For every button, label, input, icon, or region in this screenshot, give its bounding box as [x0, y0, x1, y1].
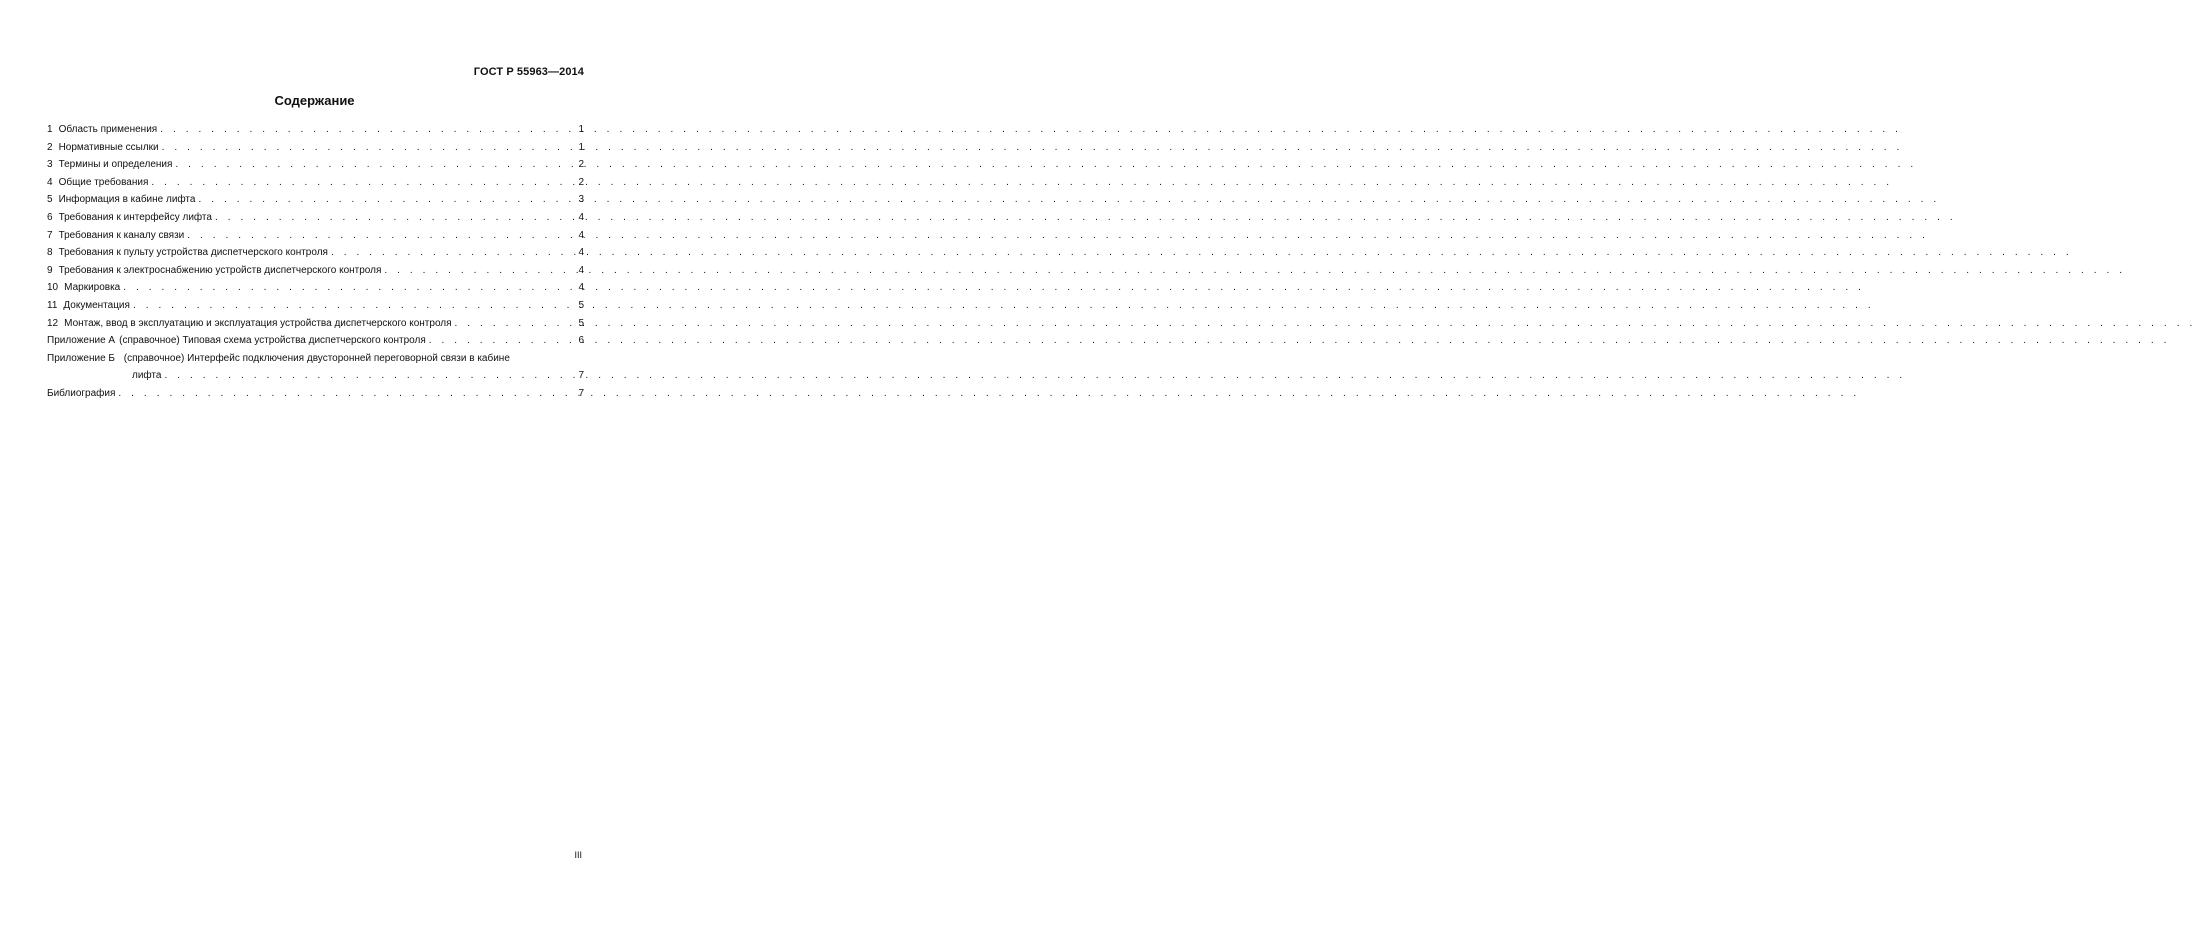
toc-entry-2[interactable] — [47, 139, 584, 157]
dot-leader — [452, 315, 572, 333]
toc-entry-page: 4 — [578, 247, 584, 259]
toc-entry-label-line1: (справочное) Интерфейс подключения двусторонней переговорной связи в кабине — [123, 352, 510, 364]
toc-entry-number: 11 — [47, 299, 58, 311]
dot-leader — [157, 121, 572, 139]
toc-entry-page: 4 — [578, 211, 584, 223]
toc-entry-11[interactable] — [47, 297, 584, 315]
toc-entry-number: Приложение Б — [47, 352, 115, 364]
toc-entry-label: Требования к пульту устройства диспетчерского контроля — [58, 247, 328, 259]
toc-title: Содержание — [274, 93, 355, 108]
toc-entry-page: 6 — [578, 335, 584, 347]
toc-entry-page: 5 — [578, 299, 584, 311]
toc-entry-label: Требования к каналу связи — [58, 229, 185, 241]
toc-entry-label: Библиография — [47, 387, 116, 399]
toc-entry-page: 7 — [578, 387, 584, 399]
toc-entry-page: 1 — [578, 124, 584, 135]
toc-entry-page: 3 — [578, 194, 584, 206]
toc-entry-number: 4 — [47, 176, 53, 188]
toc-entry-label: Область применения — [58, 124, 158, 135]
page-number: III — [574, 850, 582, 860]
dot-leader — [381, 262, 572, 280]
toc-entry-number: Приложение А — [47, 335, 116, 347]
dot-leader — [148, 174, 572, 192]
toc-entry-label: Информация в кабине лифта — [58, 194, 196, 206]
toc-entry-bibliography[interactable] — [47, 385, 584, 403]
toc-entry-number: 9 — [47, 264, 53, 276]
toc-entry-7[interactable] — [47, 227, 584, 245]
toc-entry-number: 5 — [47, 194, 53, 206]
toc-entry-appendix-b[interactable] — [47, 350, 584, 385]
toc-entry-label: Требования к интерфейсу лифта — [58, 211, 212, 223]
toc-entry-number: 10 — [47, 282, 59, 294]
toc-entry-page: 4 — [578, 282, 584, 294]
toc-entry-appendix-a[interactable] — [47, 332, 584, 350]
toc-entry-number: 3 — [47, 159, 53, 171]
toc-entry-number: 6 — [47, 211, 53, 223]
dot-leader — [159, 139, 572, 157]
toc-entry-page: 5 — [578, 317, 584, 329]
toc-entry-8[interactable] — [47, 244, 584, 262]
toc-entry-3[interactable] — [47, 156, 584, 174]
dot-leader — [328, 244, 572, 262]
toc-entry-number: 2 — [47, 141, 53, 153]
toc-entry-number: 7 — [47, 229, 53, 241]
toc-entry-label: Маркировка — [64, 282, 121, 294]
toc-entry-number: 8 — [47, 247, 53, 259]
toc-entry-page: 4 — [578, 264, 584, 276]
toc-entry-label: (справочное) Типовая схема устройства диспетчерского контроля — [119, 335, 426, 347]
dot-leader — [212, 209, 572, 227]
toc-entry-label: Требования к электроснабжению устройств диспетчерского контроля — [58, 264, 382, 276]
toc-entry-page: 2 — [578, 159, 584, 171]
toc-entry-label: Общие требования — [58, 176, 149, 188]
dot-leader — [115, 385, 572, 403]
toc-entry-4[interactable] — [47, 174, 584, 192]
dot-leader — [120, 279, 572, 297]
dot-leader — [172, 156, 572, 174]
toc-entry-label: Монтаж, ввод в эксплуатацию и эксплуатация устройства диспетчерского контроля — [64, 317, 452, 329]
toc-entry-page: 2 — [578, 176, 584, 188]
dot-leader — [130, 297, 572, 315]
toc-entry-1[interactable] — [47, 121, 584, 139]
toc-entry-6[interactable] — [47, 209, 584, 227]
toc-entry-page: 7 — [578, 370, 584, 382]
toc-entry-page: 4 — [578, 229, 584, 241]
toc-entry-9[interactable] — [47, 262, 584, 280]
toc-entry-number: 1 — [47, 124, 53, 135]
document-code: ГОСТ Р 55963—2014 — [473, 66, 584, 78]
toc-entry-number: 12 — [47, 317, 59, 329]
toc-entry-10[interactable] — [47, 279, 584, 297]
toc-entry-label: Термины и определения — [58, 159, 173, 171]
toc-entry-12[interactable] — [47, 315, 584, 333]
toc-entry-label: Нормативные ссылки — [58, 141, 159, 153]
toc-entry-label-line2: лифта — [132, 370, 162, 382]
dot-leader — [195, 191, 572, 209]
toc-entry-label: Документация — [63, 299, 130, 311]
dot-leader — [184, 227, 572, 245]
toc-entry-page: 1 — [578, 141, 584, 153]
toc-entry-5[interactable] — [47, 191, 584, 209]
dot-leader — [161, 367, 572, 385]
dot-leader — [426, 332, 572, 350]
table-of-contents — [47, 121, 584, 403]
